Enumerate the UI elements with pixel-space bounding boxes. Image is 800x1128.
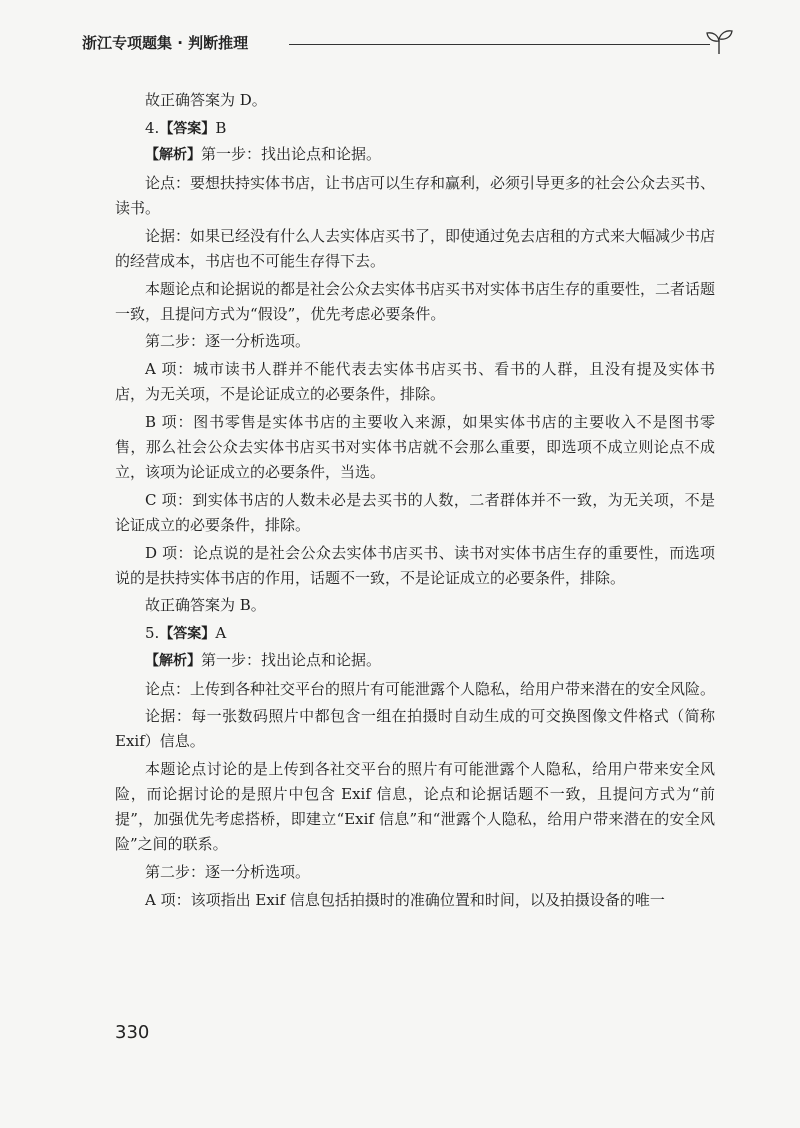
paragraph	[115, 142, 715, 168]
paragraph-text: A 项：城市读书人群并不能代表去实体书店买书、看书的人群，且没有提及实体书店，为无关项，不是论证成立的必要条件，排除。	[115, 360, 715, 404]
paragraph	[115, 88, 715, 113]
paragraph	[115, 488, 715, 538]
paragraph-text: 故正确答案为 D。	[145, 91, 267, 109]
paragraph	[115, 704, 715, 754]
paragraph-text: 论据：如果已经没有什么人去实体店买书了，即使通过免去店租的方式来大幅减少书店的经营成本，书店也不可能生存得下去。	[115, 226, 716, 270]
paragraph	[115, 593, 715, 618]
section-label: 【答案】	[159, 120, 216, 137]
paragraph-text: B	[215, 118, 227, 137]
paragraph-text: 故正确答案为 B。	[145, 596, 266, 615]
paragraph-text: 第一步：找出论点和论据。	[201, 650, 382, 669]
paragraph	[115, 541, 715, 591]
paragraph	[115, 329, 715, 354]
paragraph	[115, 224, 715, 274]
paragraph	[115, 357, 715, 407]
paragraph-text: 第二步：逐一分析选项。	[145, 332, 311, 351]
question-number: 5.	[145, 624, 160, 643]
paragraph-text: 本题论点和论据说的都是社会公众去实体书店买书对实体书店生存的重要性，二者话题一致，且提问方式为“假设”，优先考虑必要条件。	[115, 279, 716, 323]
paragraph	[115, 888, 715, 913]
paragraph-text: A 项：该项指出 Exif 信息包括拍摄时的准确位置和时间，以及拍摄设备的唯一	[145, 890, 665, 909]
paragraph-text: B 项：图书零售是实体书店的主要收入来源，如果实体书店的主要收入不是图书零售，那么社会公众去实体书店买书对实体书店就不会那么重要，即选项不成立则论点不成立，该项为论证成立的必要条件，当选。	[115, 413, 715, 482]
paragraph-text: 本题论点讨论的是上传到各社交平台的照片有可能泄露个人隐私，给用户带来安全风险，而论据讨论的是照片中包含 Exif 信息，论点和论据话题不一致，且提问方式为“前提”，加强优先考虑搭桥，即建立“Exif 信息”和“泄露个人隐私，给用户带来潜在的安全风险”之间的联系。	[115, 760, 715, 854]
paragraph-text: A	[215, 624, 227, 643]
question-number: 4.	[145, 118, 160, 137]
paragraph	[115, 648, 715, 674]
header-title: 浙江专项题集 · 判断推理	[82, 34, 249, 52]
section-label: 【解析】	[145, 147, 201, 164]
header-rule	[289, 44, 710, 45]
paragraph-text: 论据：每一张数码照片中都包含一组在拍摄时自动生成的可交换图像文件格式（简称 Exif）信息。	[115, 707, 715, 751]
paragraph	[115, 171, 715, 221]
paragraph-text: 论点：上传到各种社交平台的照片有可能泄露个人隐私，给用户带来潜在的安全风险。	[145, 679, 716, 698]
paragraph	[115, 410, 715, 485]
section-label: 【解析】	[145, 652, 201, 669]
paragraph	[115, 860, 715, 885]
section-label: 【答案】	[159, 626, 216, 643]
paragraph-text: C 项：到实体书店的人数未必是去买书的人数，二者群体并不一致，为无关项，不是论证成立的必要条件，排除。	[115, 490, 715, 534]
paragraph	[115, 621, 715, 647]
paragraph-text: 第二步：逐一分析选项。	[145, 862, 311, 881]
paragraph	[115, 277, 715, 327]
paragraph-text: 论点：要想扶持实体书店，让书店可以生存和赢利，必须引导更多的社会公众去买书、读书。	[115, 174, 716, 218]
paragraph-text: 第一步：找出论点和论据。	[201, 145, 382, 164]
answer-explanations	[115, 88, 715, 916]
page-number: 330	[115, 1022, 150, 1043]
sprout-icon	[704, 26, 734, 56]
paragraph	[115, 757, 715, 857]
paragraph	[115, 677, 715, 702]
running-header	[82, 28, 732, 58]
paragraph-text: D 项：论点说的是社会公众去实体书店买书、读书对实体书店生存的重要性，而选项说的是扶持实体书店的作用，话题不一致，不是论证成立的必要条件，排除。	[115, 543, 715, 587]
paragraph	[115, 116, 715, 142]
